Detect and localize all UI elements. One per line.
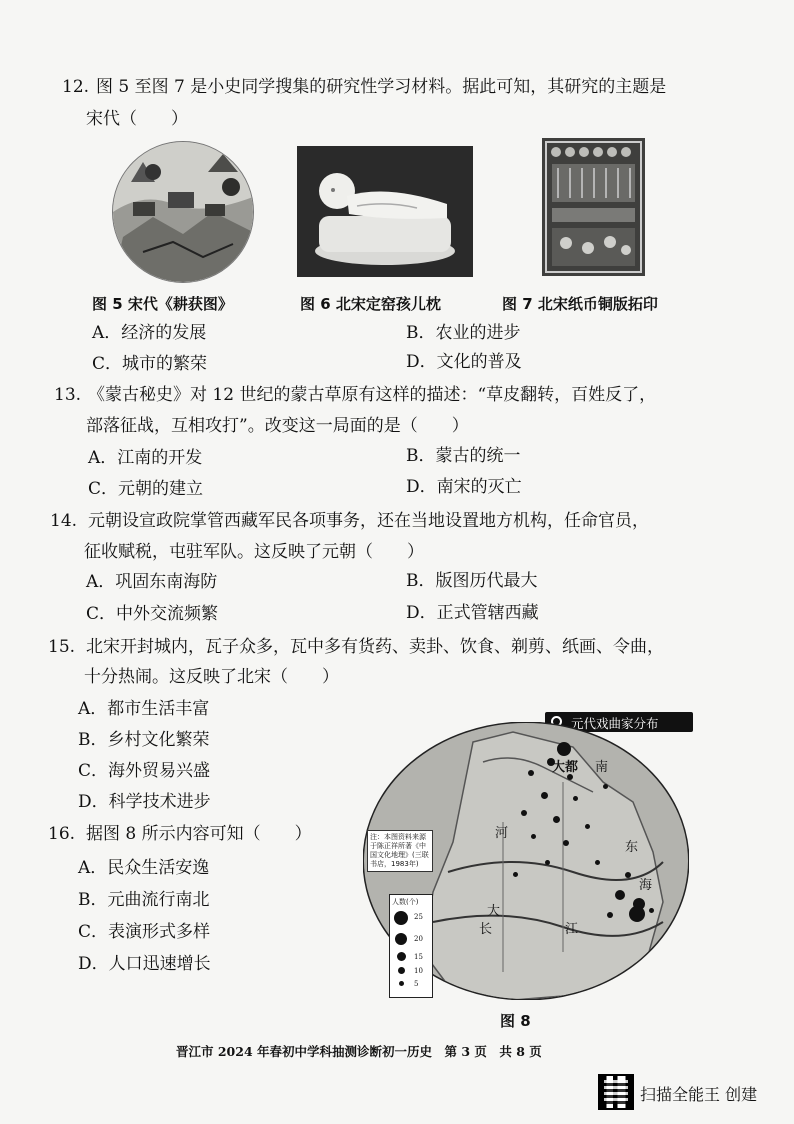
- q14-option-b[interactable]: B．版图历代最大: [406, 571, 538, 591]
- map-dot: [531, 834, 536, 839]
- q15-stem-line2: 十分热闹。这反映了北宋（ ）: [84, 667, 339, 687]
- legend-dot-25: [394, 911, 408, 925]
- map-dot: [607, 912, 613, 918]
- map-dot: [541, 792, 548, 799]
- q15-number: 15.: [48, 637, 76, 657]
- q16-option-a[interactable]: A．民众生活安逸: [78, 858, 210, 878]
- legend-dot-5: [399, 981, 404, 986]
- q14-stem-line1: 元朝设宣政院掌管西藏军民各项事务，还在当地设置地方机构，任命官员，: [88, 511, 649, 531]
- figure-6-pillow: [297, 146, 473, 277]
- legend-title: 人数(个): [392, 898, 419, 906]
- legend-dot-10: [398, 967, 405, 974]
- map-dot: [521, 810, 527, 816]
- figure-7-banknote: [542, 138, 645, 276]
- map-label-nan: 南: [595, 760, 609, 775]
- q13-stem-line2: 部落征战，互相攻打”。改变这一局面的是（ ）: [86, 416, 469, 436]
- q12-option-c[interactable]: C．城市的繁荣: [92, 354, 208, 374]
- map-dot: [563, 840, 569, 846]
- map-source-note: 注：本图资料来源于陈正祥所著《中国文化地理》(三联书店，1983年): [367, 830, 433, 872]
- map-dot: [595, 860, 600, 865]
- q13-stem-line1: 《蒙古秘史》对 12 世纪的蒙古草原有这样的描述：“草皮翻转，百姓反了，: [88, 385, 657, 405]
- map-label-jiang: 江: [565, 922, 579, 937]
- qr-code-icon: [598, 1074, 634, 1110]
- q14-option-c[interactable]: C．中外交流频繁: [86, 604, 219, 624]
- q14-number: 14.: [50, 511, 78, 531]
- map-dot: [553, 816, 560, 823]
- q14-option-a[interactable]: A．巩固东南海防: [86, 572, 218, 592]
- map-label-dadu: 大都: [552, 760, 579, 775]
- map-dot: [625, 872, 631, 878]
- map-dot: [573, 796, 578, 801]
- q16-number: 16.: [48, 824, 76, 844]
- q12-option-d[interactable]: D．文化的普及: [406, 352, 522, 372]
- figure-8-map: [363, 722, 689, 1000]
- q15-option-b[interactable]: B．乡村文化繁荣: [78, 730, 210, 750]
- q15-stem-line1: 北宋开封城内，瓦子众多，瓦中多有货药、卖卦、饮食、剃剪、纸画、令曲，: [86, 637, 664, 657]
- legend-value-25: 25: [414, 913, 423, 921]
- map-label-he: 河: [495, 826, 509, 841]
- map-dot: [629, 906, 645, 922]
- q14-stem-line2: 征收赋税，屯驻军队。这反映了元朝（ ）: [84, 542, 424, 562]
- map-dot: [528, 770, 534, 776]
- legend-value-5: 5: [414, 980, 419, 988]
- q14-option-d[interactable]: D．正式管辖西藏: [406, 603, 539, 623]
- q12-number: 12.: [62, 77, 90, 97]
- figure-6-caption: 图 6 北宋定窑孩儿枕: [300, 295, 441, 313]
- map-dot: [649, 908, 654, 913]
- q13-option-a[interactable]: A．江南的开发: [88, 448, 203, 468]
- q13-option-d[interactable]: D．南宋的灭亡: [406, 477, 522, 497]
- map-label-da: 大: [487, 904, 501, 919]
- map-dot: [513, 872, 518, 877]
- legend-dot-20: [395, 933, 407, 945]
- q12-option-a[interactable]: A．经济的发展: [92, 323, 207, 343]
- legend-value-15: 15: [414, 953, 423, 961]
- map-label-dong: 东: [625, 840, 639, 855]
- q16-stem-line1: 据图 8 所示内容可知（ ）: [86, 824, 312, 844]
- map-dot: [557, 742, 571, 756]
- q12-stem-line1: 图 5 至图 7 是小史同学搜集的研究性学习材料。据此可知，其研究的主题是: [96, 77, 667, 97]
- q13-option-b[interactable]: B．蒙古的统一: [406, 446, 521, 466]
- q12-stem-line2: 宋代（ ）: [86, 109, 188, 129]
- map-dot: [603, 784, 608, 789]
- q13-option-c[interactable]: C．元朝的建立: [88, 479, 204, 499]
- q16-option-d[interactable]: D．人口迅速增长: [78, 954, 211, 974]
- figure-5-painting: [112, 141, 254, 283]
- page-footer: 晋江市 2024 年春初中学科抽测诊断初一历史 第 3 页 共 8 页: [176, 1044, 542, 1059]
- map-dot: [585, 824, 590, 829]
- q16-option-b[interactable]: B．元曲流行南北: [78, 890, 210, 910]
- legend-value-10: 10: [414, 967, 423, 975]
- map-label-chang: 长: [479, 922, 493, 937]
- legend-dot-15: [397, 952, 406, 961]
- figure-7-caption: 图 7 北宋纸币铜版拓印: [502, 295, 658, 313]
- map-label-hai: 海: [639, 878, 653, 893]
- scanner-watermark: 扫描全能王 创建: [640, 1085, 758, 1104]
- q15-option-d[interactable]: D．科学技术进步: [78, 792, 211, 812]
- map-legend: [389, 894, 433, 998]
- q15-option-c[interactable]: C．海外贸易兴盛: [78, 761, 211, 781]
- q13-number: 13.: [54, 385, 82, 405]
- map-dot: [615, 890, 625, 900]
- map-title: 元代戏曲家分布: [571, 716, 659, 731]
- legend-value-20: 20: [414, 935, 423, 943]
- figure-8-caption: 图 8: [500, 1012, 531, 1030]
- q16-option-c[interactable]: C．表演形式多样: [78, 922, 211, 942]
- q15-option-a[interactable]: A．都市生活丰富: [78, 699, 210, 719]
- q12-option-b[interactable]: B．农业的进步: [406, 323, 521, 343]
- map-dot: [545, 860, 550, 865]
- figure-5-caption: 图 5 宋代《耕获图》: [92, 295, 233, 313]
